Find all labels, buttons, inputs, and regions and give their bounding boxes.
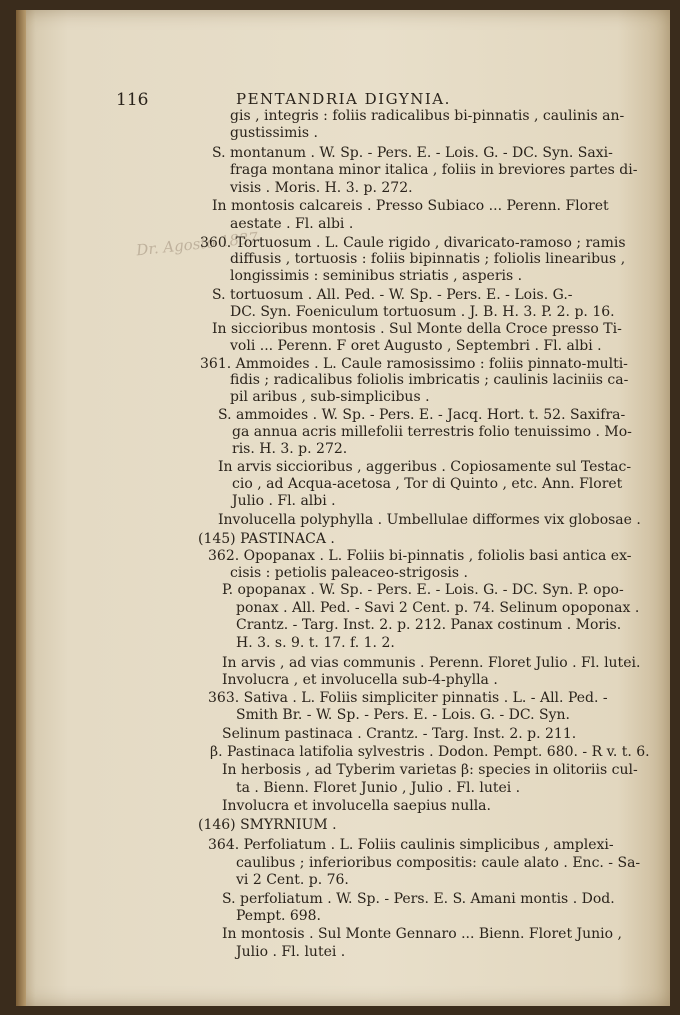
text-line: S. montanum . W. Sp. - Pers. E. - Lois. G. - DC. Syn. Saxi- <box>212 145 613 161</box>
text-line: ris. H. 3. p. 272. <box>232 441 348 457</box>
text-line: 362. Opopanax . L. Foliis bi-pinnatis , foliolis basi antica ex- <box>208 548 632 564</box>
text-line: vi 2 Cent. p. 76. <box>236 872 349 888</box>
text-line: 360. Tortuosum . L. Caule rigido , divaricato-ramoso ; ramis <box>200 235 626 251</box>
book-page <box>16 10 670 1006</box>
text-line: 361. Ammoides . L. Caule ramosissimo : foliis pinnato-multi- <box>200 356 628 372</box>
text-line: In siccioribus montosis . Sul Monte della Croce presso Ti- <box>212 321 622 337</box>
text-line: S. tortuosum . All. Ped. - W. Sp. - Pers. E. - Lois. G.- <box>212 287 573 303</box>
text-line: fraga montana minor italica , foliis in breviores partes di- <box>230 162 638 178</box>
text-line: pil aribus , sub-simplicibus . <box>230 389 430 405</box>
text-line: Julio . Fl. lutei . <box>236 944 346 960</box>
text-line: S. perfoliatum . W. Sp. - Pers. E. S. Amani montis . Dod. <box>222 891 615 907</box>
text-line: Involucra , et involucella sub-4-phylla . <box>222 672 498 688</box>
text-line: caulibus ; inferioribus compositis: caule alato . Enc. - Sa- <box>236 855 641 871</box>
running-title: PENTANDRIA DIGYNIA. <box>236 90 451 108</box>
text-line: diffusis , tortuosis : foliis bipinnatis ; foliolis linearibus , <box>230 251 626 267</box>
text-line: In montosis calcareis . Presso Subiaco ... Perenn. Floret <box>212 198 609 214</box>
text-line: DC. Syn. Foeniculum tortuosum . J. B. H. 3. P. 2. p. 16. <box>230 304 615 320</box>
text-line: Involucella polyphylla . Umbellulae difformes vix globosae . <box>218 512 641 528</box>
text-line: In arvis , ad vias communis . Perenn. Floret Julio . Fl. lutei. <box>222 655 641 671</box>
text-line: Julio . Fl. albi . <box>232 493 336 509</box>
text-line: β. Pastinaca latifolia sylvestris . Dodon. Pempt. 680. - R v. t. 6. <box>210 744 650 760</box>
text-line: In arvis siccioribus , aggeribus . Copiosamente sul Testac- <box>218 459 632 475</box>
text-line: S. ammoides . W. Sp. - Pers. E. - Jacq. Hort. t. 52. Saxifra- <box>218 407 626 423</box>
text-line: (145) PASTINACA . <box>198 531 335 547</box>
text-line: gustissimis . <box>230 125 318 141</box>
text-line: Pempt. 698. <box>236 908 322 924</box>
text-line: cisis : petiolis paleaceo-strigosis . <box>230 565 468 581</box>
text-line: voli ... Perenn. F oret Augusto , Septembri . Fl. albi . <box>230 338 602 354</box>
text-line: (146) SMYRNIUM . <box>198 817 337 833</box>
text-line: H. 3. s. 9. t. 17. f. 1. 2. <box>236 635 395 651</box>
text-line: cio , ad Acqua-acetosa , Tor di Quinto , etc. Ann. Floret <box>232 476 623 492</box>
text-line: ponax . All. Ped. - Savi 2 Cent. p. 74. Selinum opoponax . <box>236 600 640 616</box>
text-line: 363. Sativa . L. Foliis simpliciter pinnatis . L. - All. Ped. - <box>208 690 608 706</box>
text-line: In herbosis , ad Tyberim varietas β: species in olitoriis cul- <box>222 762 638 778</box>
text-line: P. opopanax . W. Sp. - Pers. E. - Lois. G. - DC. Syn. P. opo- <box>222 582 624 598</box>
page-number: 116 <box>116 90 149 110</box>
text-line: fidis ; radicalibus foliolis imbricatis ; caulinis laciniis ca- <box>230 372 629 388</box>
text-line: Selinum pastinaca . Crantz. - Targ. Inst. 2. p. 211. <box>222 726 577 742</box>
handwritten-margin-note: Dr. Agosto 1837 <box>135 228 259 260</box>
text-line: aestate . Fl. albi . <box>230 216 354 232</box>
text-line: ga annua acris millefolii terrestris folio tenuissimo . Mo- <box>232 424 632 440</box>
text-line: visis . Moris. H. 3. p. 272. <box>230 180 413 196</box>
text-line: gis , integris : foliis radicalibus bi-pinnatis , caulinis an- <box>230 108 625 124</box>
text-line: longissimis : seminibus striatis , asperis . <box>230 268 523 284</box>
page-text <box>16 10 670 1006</box>
text-line: In montosis . Sul Monte Gennaro ... Bienn. Floret Junio , <box>222 926 622 942</box>
text-line: Smith Br. - W. Sp. - Pers. E. - Lois. G. - DC. Syn. <box>236 707 570 723</box>
text-line: ta . Bienn. Floret Junio , Julio . Fl. lutei . <box>236 780 521 796</box>
text-line: 364. Perfoliatum . L. Foliis caulinis simplicibus , amplexi- <box>208 837 614 853</box>
text-line: Involucra et involucella saepius nulla. <box>222 798 491 814</box>
text-line: Crantz. - Targ. Inst. 2. p. 212. Panax costinum . Moris. <box>236 617 622 633</box>
